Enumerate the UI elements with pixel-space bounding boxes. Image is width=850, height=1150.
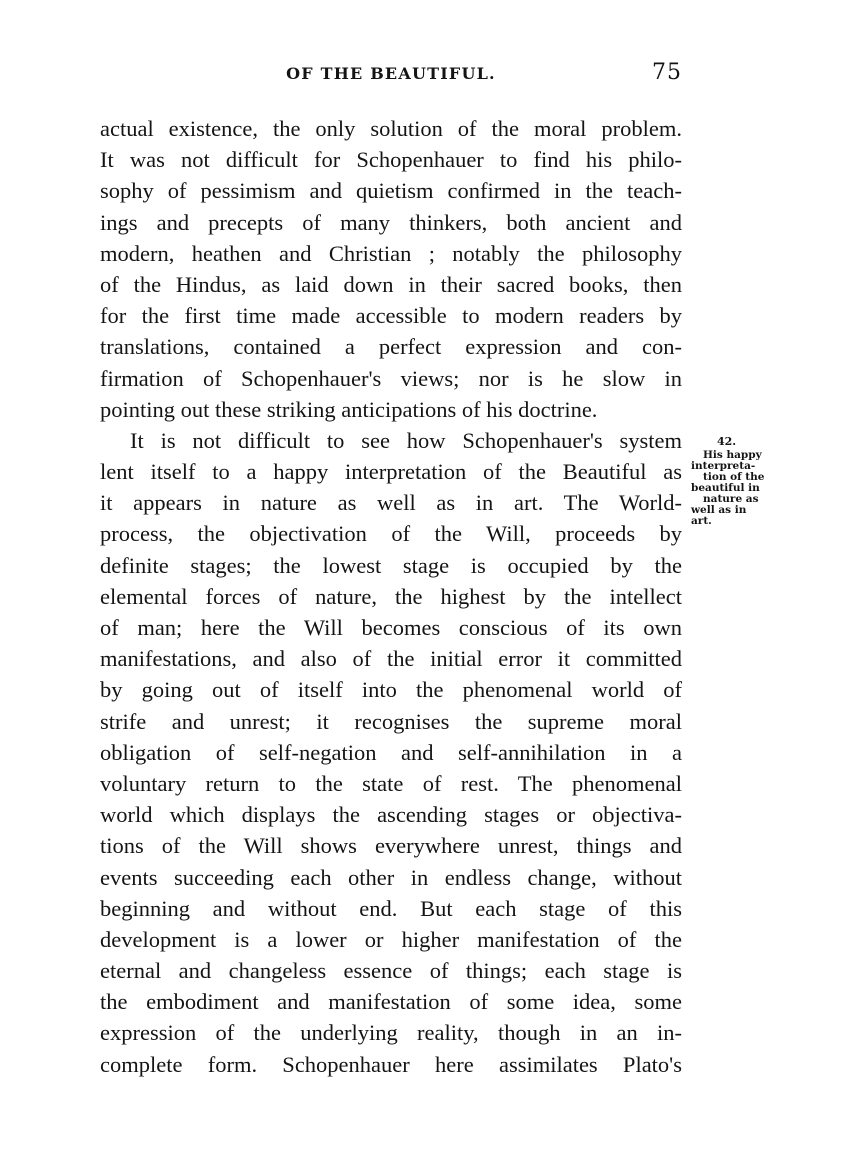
text-line: world which displays the ascending stages or objectiva-	[100, 802, 682, 828]
margin-note-line: art.	[691, 515, 712, 527]
text-line: by going out of itself into the phenomenal world of	[100, 677, 682, 703]
text-line: of the Hindus, as laid down in their sacred books, then	[100, 271, 682, 297]
running-head	[100, 60, 682, 90]
text-line: development is a lower or higher manifestation of the	[100, 926, 682, 952]
text-line: for the first time made accessible to modern readers by	[100, 303, 682, 329]
margin-note-line: His happy	[703, 449, 762, 461]
text-line: translations, contained a perfect expression and con-	[100, 334, 682, 360]
text-line: tions of the Will shows everywhere unrest, things and	[100, 833, 682, 859]
margin-note-line: tion of the	[703, 471, 765, 483]
text-line: actual existence, the only solution of the moral problem.	[100, 116, 682, 141]
text-line: complete form. Schopenhauer here assimilates Plato's	[100, 1051, 682, 1077]
margin-note-line: interpreta-	[691, 460, 756, 472]
page-number: 75	[652, 60, 682, 85]
margin-note-line: beautiful in	[691, 482, 760, 494]
text-line: manifestations, and also of the initial error it committed	[100, 646, 682, 672]
text-line: lent itself to a happy interpretation of the Beautiful as	[100, 459, 682, 485]
margin-note-line: well as in	[691, 504, 747, 516]
text-line: firmation of Schopenhauer's views; nor is he slow in	[100, 365, 682, 391]
running-title: OF THE BEAUTIFUL.	[286, 64, 496, 83]
text-line: it appears in nature as well as in art. The World-	[100, 490, 682, 516]
body-text	[100, 113, 682, 1080]
text-line: obligation of self-negation and self-annihilation in a	[100, 739, 682, 765]
text-line: beginning and without end. But each stage of this	[100, 895, 682, 921]
text-line: definite stages; the lowest stage is occupied by the	[100, 552, 682, 578]
text-line: It is not difficult to see how Schopenhauer's system	[130, 427, 682, 453]
text-line: pointing out these striking anticipations of his doctrine.	[100, 396, 598, 422]
text-line: sophy of pessimism and quietism confirmed in the teach-	[100, 178, 682, 204]
section-number: 42.	[717, 435, 737, 448]
text-line: strife and unrest; it recognises the supreme moral	[100, 708, 682, 734]
text-line: process, the objectivation of the Will, proceeds by	[100, 521, 682, 547]
text-line: eternal and changeless essence of things; each stage is	[100, 958, 682, 984]
text-line: elemental forces of nature, the highest by the intellect	[100, 583, 682, 609]
margin-note-line: nature as	[703, 493, 759, 505]
text-line: expression of the underlying reality, though in an in-	[100, 1020, 682, 1046]
text-line: ings and precepts of many thinkers, both ancient and	[100, 209, 682, 235]
text-line: the embodiment and manifestation of some idea, some	[100, 989, 682, 1015]
text-line: voluntary return to the state of rest. The phenomenal	[100, 770, 682, 796]
text-line: modern, heathen and Christian ; notably the philosophy	[100, 240, 682, 266]
margin-note	[691, 436, 771, 527]
text-line: It was not difficult for Schopenhauer to find his philo-	[100, 147, 682, 173]
text-line: of man; here the Will becomes conscious of its own	[100, 615, 682, 640]
text-line: events succeeding each other in endless change, without	[100, 864, 682, 890]
